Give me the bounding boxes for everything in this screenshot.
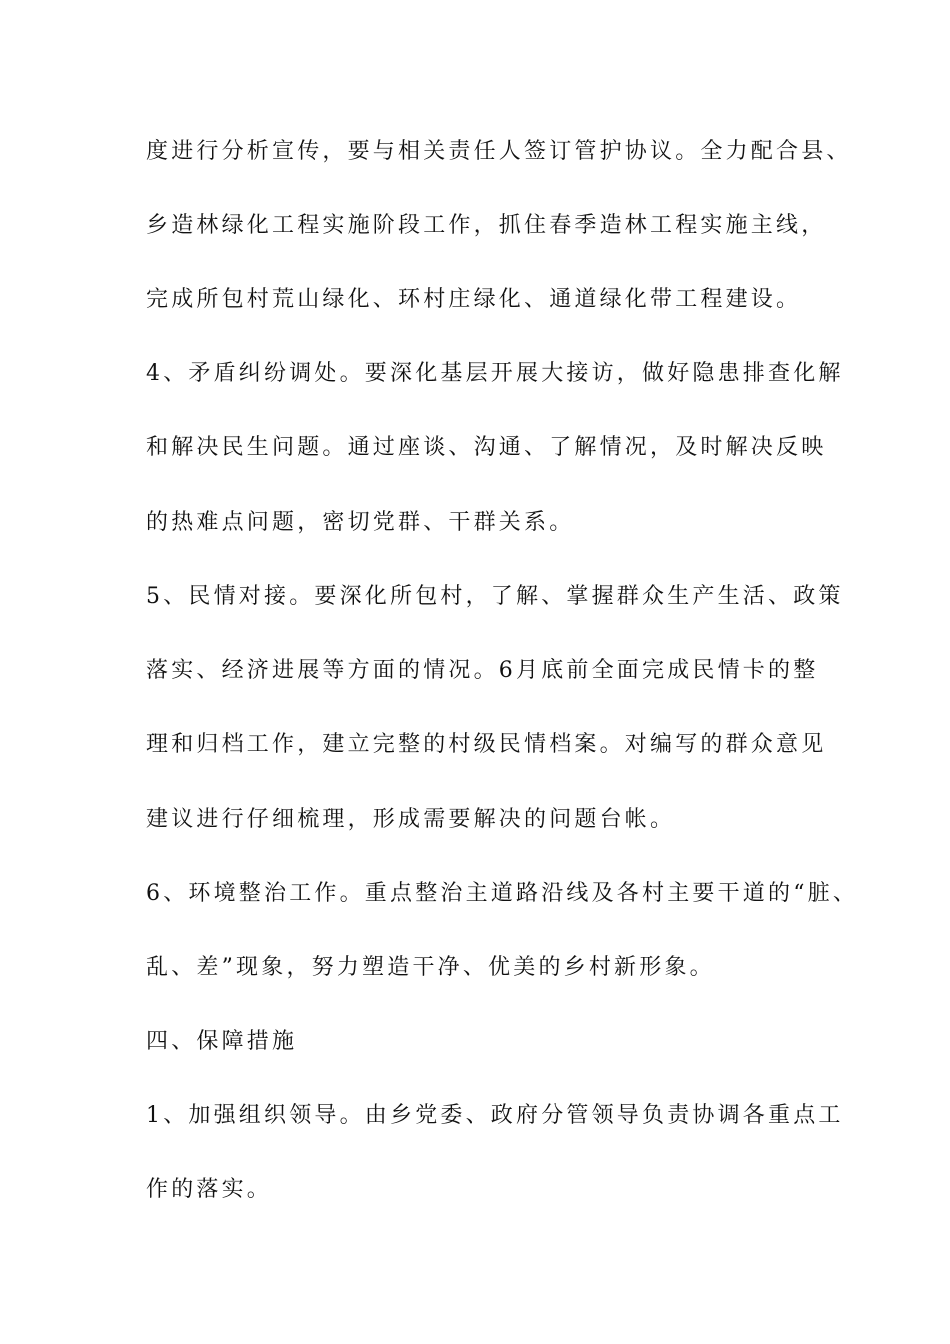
text-line: 1、加强组织领导。由乡党委、政府分管领导负责协调各重点工 [146, 1103, 844, 1128]
text-line: 的热难点问题，密切党群、干群关系。 [146, 510, 575, 535]
text-line: 6、环境整治工作。重点整治主道路沿线及各村主要干道的“脏、 [146, 881, 859, 906]
text-line: 乱、差”现象，努力塑造干净、优美的乡村新形象。 [146, 955, 715, 980]
section-heading: 四、保障措施 [146, 1029, 298, 1054]
text-line: 建议进行仔细梳理，形成需要解决的问题台帐。 [146, 807, 676, 832]
text-line: 度进行分析宣传，要与相关责任人签订管护协议。全力配合县、 [146, 139, 852, 164]
text-line: 乡造林绿化工程实施阶段工作，抓住春季造林工程实施主线， [146, 213, 827, 238]
text-line: 完成所包村荒山绿化、环村庄绿化、通道绿化带工程建设。 [146, 287, 802, 312]
text-line: 作的落实。 [146, 1177, 273, 1202]
text-line: 和解决民生问题。通过座谈、沟通、了解情况，及时解决反映 [146, 435, 827, 460]
text-line: 5、民情对接。要深化所包村，了解、掌握群众生产生活、政策 [146, 584, 844, 609]
text-line: 理和归档工作，建立完整的村级民情档案。对编写的群众意见 [146, 732, 827, 757]
text-line: 落实、经济进展等方面的情况。6月底前全面完成民情卡的整 [146, 658, 819, 683]
text-line: 4、矛盾纠纷调处。要深化基层开展大接访，做好隐患排查化解 [146, 361, 844, 386]
